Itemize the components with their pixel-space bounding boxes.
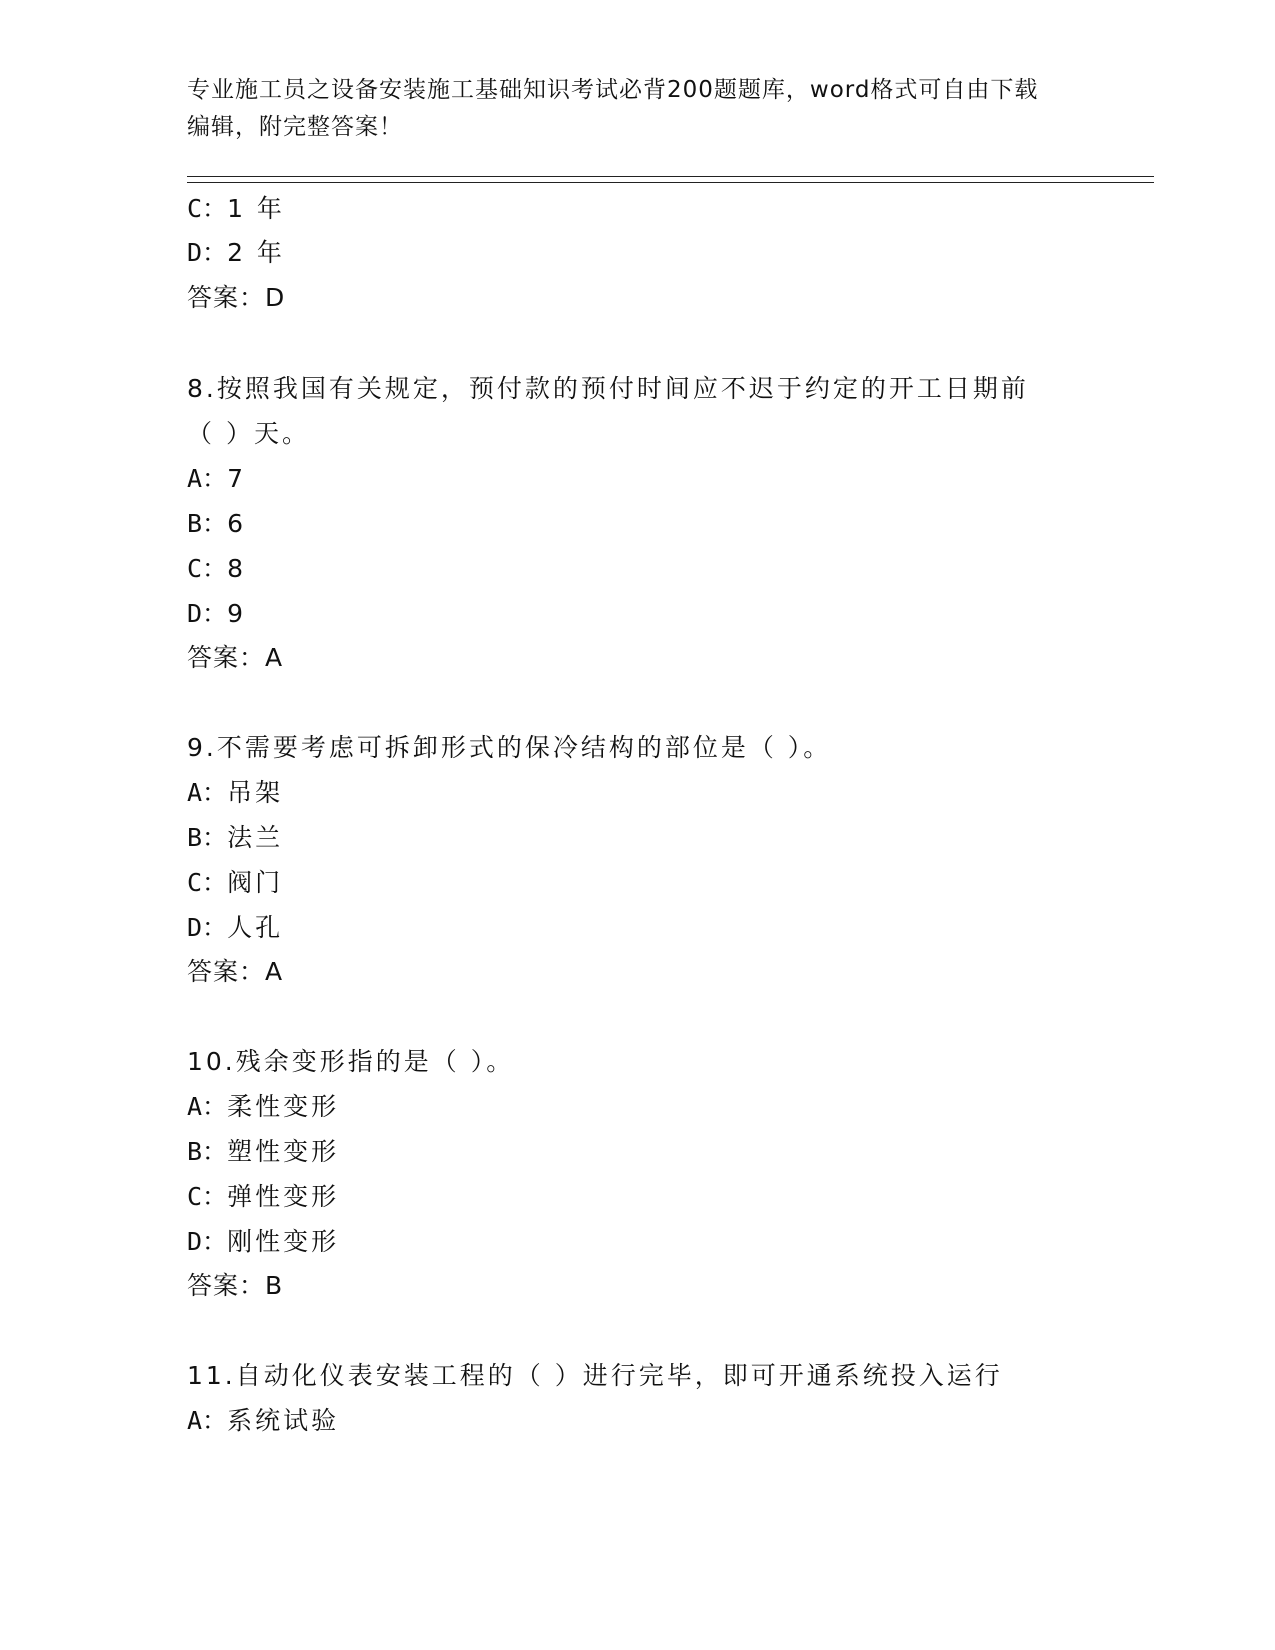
option-key: C： (187, 194, 228, 223)
option-key: D： (187, 599, 228, 628)
q8-option-a (187, 464, 246, 494)
option-text: 2 年 (227, 238, 285, 267)
q9-answer: 答案：A (187, 957, 284, 986)
option-key: D： (187, 238, 228, 267)
q10-stem: 10.残余变形指的是（ ）。 (187, 1047, 515, 1076)
option-key: C： (187, 868, 228, 897)
option-key: D： (187, 1227, 228, 1256)
option-text: 塑性变形 (227, 1137, 340, 1166)
q8-option-d (187, 599, 246, 629)
option-text: 人孔 (227, 913, 284, 942)
option-text: 6 (227, 509, 246, 538)
q8-option-b (187, 509, 246, 539)
option-key: A： (187, 1092, 228, 1121)
q9-option-a (187, 778, 283, 808)
option-key: A： (187, 778, 228, 807)
option-key: B： (187, 823, 228, 852)
option-text: 法兰 (227, 823, 284, 852)
q9-option-b (187, 823, 283, 853)
option-key: C： (187, 554, 228, 583)
q10-option-d (187, 1227, 339, 1257)
q10-option-b (187, 1137, 339, 1167)
q8-answer: 答案：A (187, 643, 284, 672)
q8-stem-line-2: （ ）天。 (187, 419, 310, 448)
q8-stem-line-1: 8.按照我国有关规定，预付款的预付时间应不迟于约定的开工日期前 (187, 374, 1029, 403)
option-key: A： (187, 1406, 228, 1435)
q7-option-d (187, 238, 285, 268)
option-text: 1 年 (227, 194, 285, 223)
q11-stem: 11.自动化仪表安装工程的（ ）进行完毕，即可开通系统投入运行 (187, 1361, 1003, 1390)
q7-option-c (187, 194, 285, 224)
option-text: 吊架 (227, 778, 284, 807)
q10-option-a (187, 1092, 339, 1122)
header-line-2: 编辑，附完整答案！ (187, 114, 403, 140)
option-key: D： (187, 913, 228, 942)
q7-answer: 答案：D (187, 283, 286, 312)
option-text: 8 (227, 554, 246, 583)
header-line-1: 专业施工员之设备安装施工基础知识考试必背200题题库，word格式可自由下载 (187, 77, 1039, 103)
q9-stem: 9.不需要考虑可拆卸形式的保冷结构的部位是（ ）。 (187, 733, 832, 762)
q10-option-c (187, 1182, 339, 1212)
option-text: 阀门 (227, 868, 284, 897)
option-text: 系统试验 (227, 1406, 340, 1435)
q8-option-c (187, 554, 246, 584)
q11-option-a (187, 1406, 339, 1436)
option-text: 弹性变形 (227, 1182, 340, 1211)
option-text: 9 (227, 599, 246, 628)
option-key: C： (187, 1182, 228, 1211)
header-divider-top (187, 176, 1154, 177)
q9-option-d (187, 913, 283, 943)
header-divider-bottom (187, 182, 1154, 183)
option-key: A： (187, 464, 228, 493)
option-text: 7 (227, 464, 246, 493)
document-header (187, 72, 1067, 146)
q10-answer: 答案：B (187, 1271, 284, 1300)
option-text: 刚性变形 (227, 1227, 340, 1256)
option-key: B： (187, 1137, 228, 1166)
option-key: B： (187, 509, 228, 538)
option-text: 柔性变形 (227, 1092, 340, 1121)
q9-option-c (187, 868, 283, 898)
